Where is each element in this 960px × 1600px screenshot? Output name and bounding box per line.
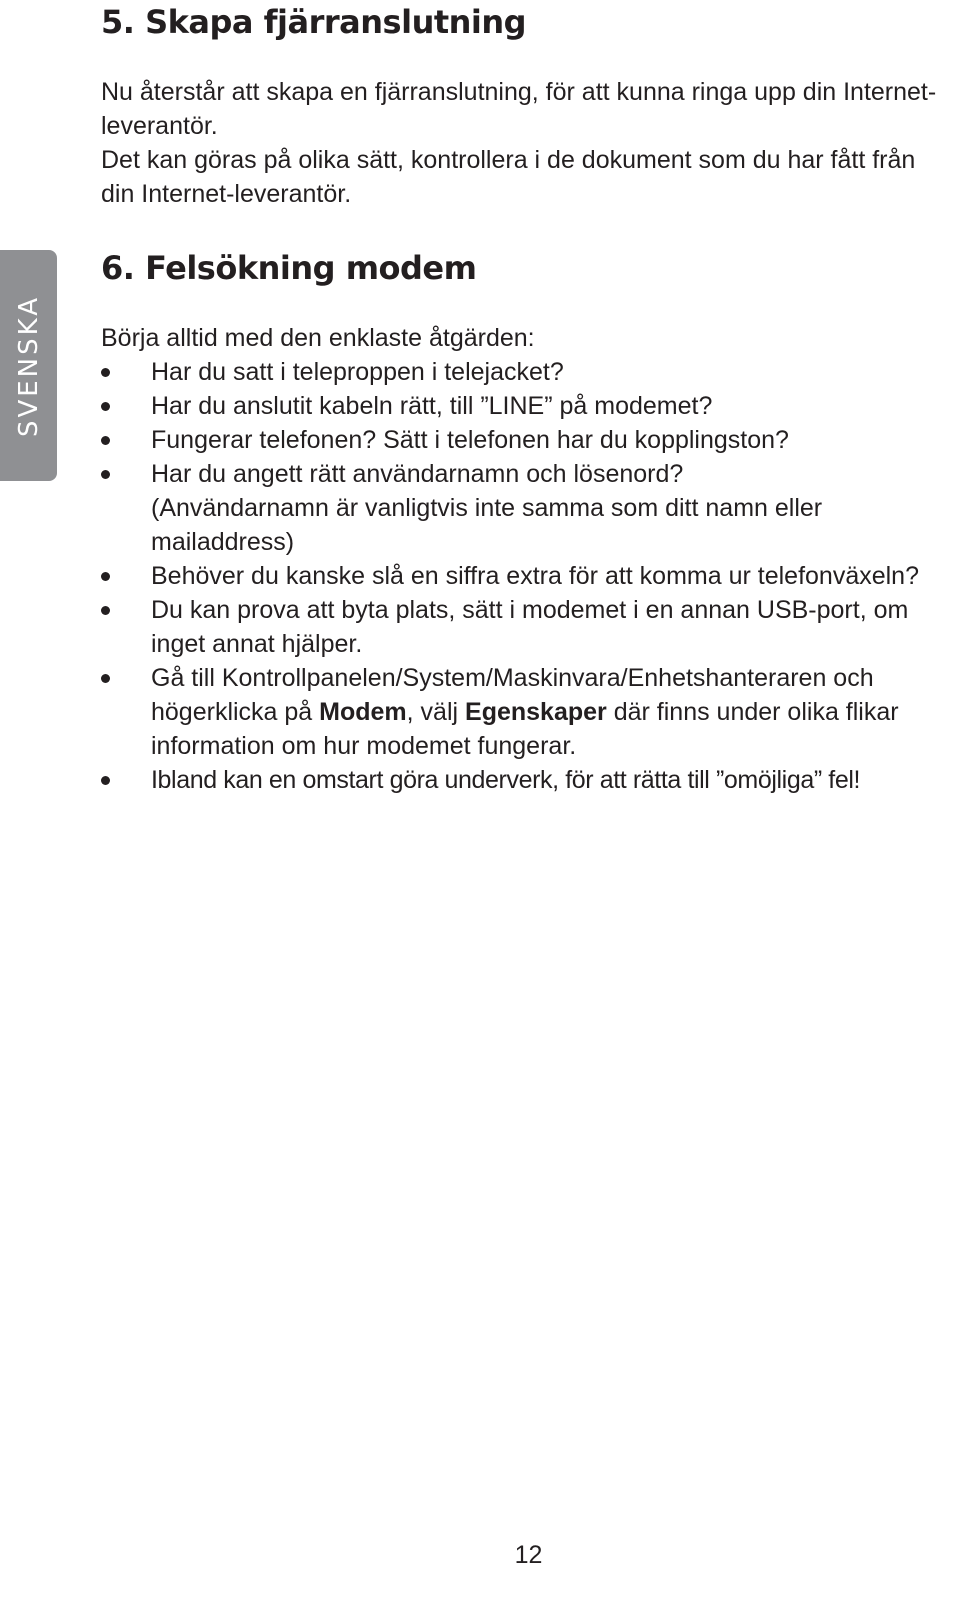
section-6-intro: Börja alltid med den enklaste åtgärden: xyxy=(101,324,535,352)
list-item-text: Fungerar telefonen? Sätt i telefonen har du kopplingston? xyxy=(151,426,789,454)
list-item-text: Behöver du kanske slå en siffra extra för att komma ur telefonväxeln? xyxy=(151,562,919,590)
page-number: 12 xyxy=(514,1541,543,1569)
bullet-dot-icon xyxy=(101,776,110,785)
list-item xyxy=(101,389,946,423)
bullet-dot-icon xyxy=(101,368,110,377)
section-5-paragraph: Nu återstår att skapa en fjärranslutning, för att kunna ringa upp din Internet-leverantör. xyxy=(101,78,937,140)
list-item xyxy=(101,423,946,457)
list-item-text: Du kan prova att byta plats, sätt i modemet i en annan USB-port, om inget annat hjälper. xyxy=(151,596,909,658)
section-5-heading: 5. Skapa fjärranslutning xyxy=(101,3,527,41)
list-item xyxy=(101,457,946,559)
language-tab xyxy=(0,250,57,481)
list-item-text: där finns under olika flikar information om hur modemet fungerar. xyxy=(151,698,899,760)
bullet-dot-icon xyxy=(101,674,110,683)
bullet-dot-icon xyxy=(101,606,110,615)
list-item-bold-modem: Modem xyxy=(319,698,407,726)
list-item xyxy=(101,661,946,763)
bullet-dot-icon xyxy=(101,436,110,445)
bullet-dot-icon xyxy=(101,402,110,411)
section-5-body xyxy=(101,75,946,211)
section-6-body xyxy=(101,321,946,797)
list-item-text: , välj xyxy=(406,698,466,726)
list-item-note: (Användarnamn är vanligtvis inte samma som ditt namn eller mailaddress) xyxy=(151,494,823,556)
list-item-text: Ibland kan en omstart göra underverk, för att rätta till ”omöjliga” fel! xyxy=(151,766,861,794)
list-item xyxy=(101,355,946,389)
section-5-paragraph: Det kan göras på olika sätt, kontrollera i de dokument som du har fått från din Internet-leverantör. xyxy=(101,146,916,208)
list-item xyxy=(101,593,946,661)
language-tab-label: SVENSKA xyxy=(13,294,44,437)
list-item xyxy=(101,763,946,797)
list-item-text: Gå till Kontrollpanelen/System/Maskinvara/Enhetshanteraren och högerklicka på xyxy=(151,664,874,726)
list-item-bold-egenskaper: Egenskaper xyxy=(465,698,607,726)
list-item xyxy=(101,559,946,593)
list-item-text: Har du satt i teleproppen i telejacket? xyxy=(151,358,564,386)
section-6-heading: 6. Felsökning modem xyxy=(101,249,477,287)
list-item-text: Har du anslutit kabeln rätt, till ”LINE” på modemet? xyxy=(151,392,713,420)
list-item-text: Har du angett rätt användarnamn och lösenord? xyxy=(151,460,684,488)
bullet-dot-icon xyxy=(101,470,110,479)
bullet-dot-icon xyxy=(101,572,110,581)
troubleshooting-list xyxy=(101,355,946,797)
